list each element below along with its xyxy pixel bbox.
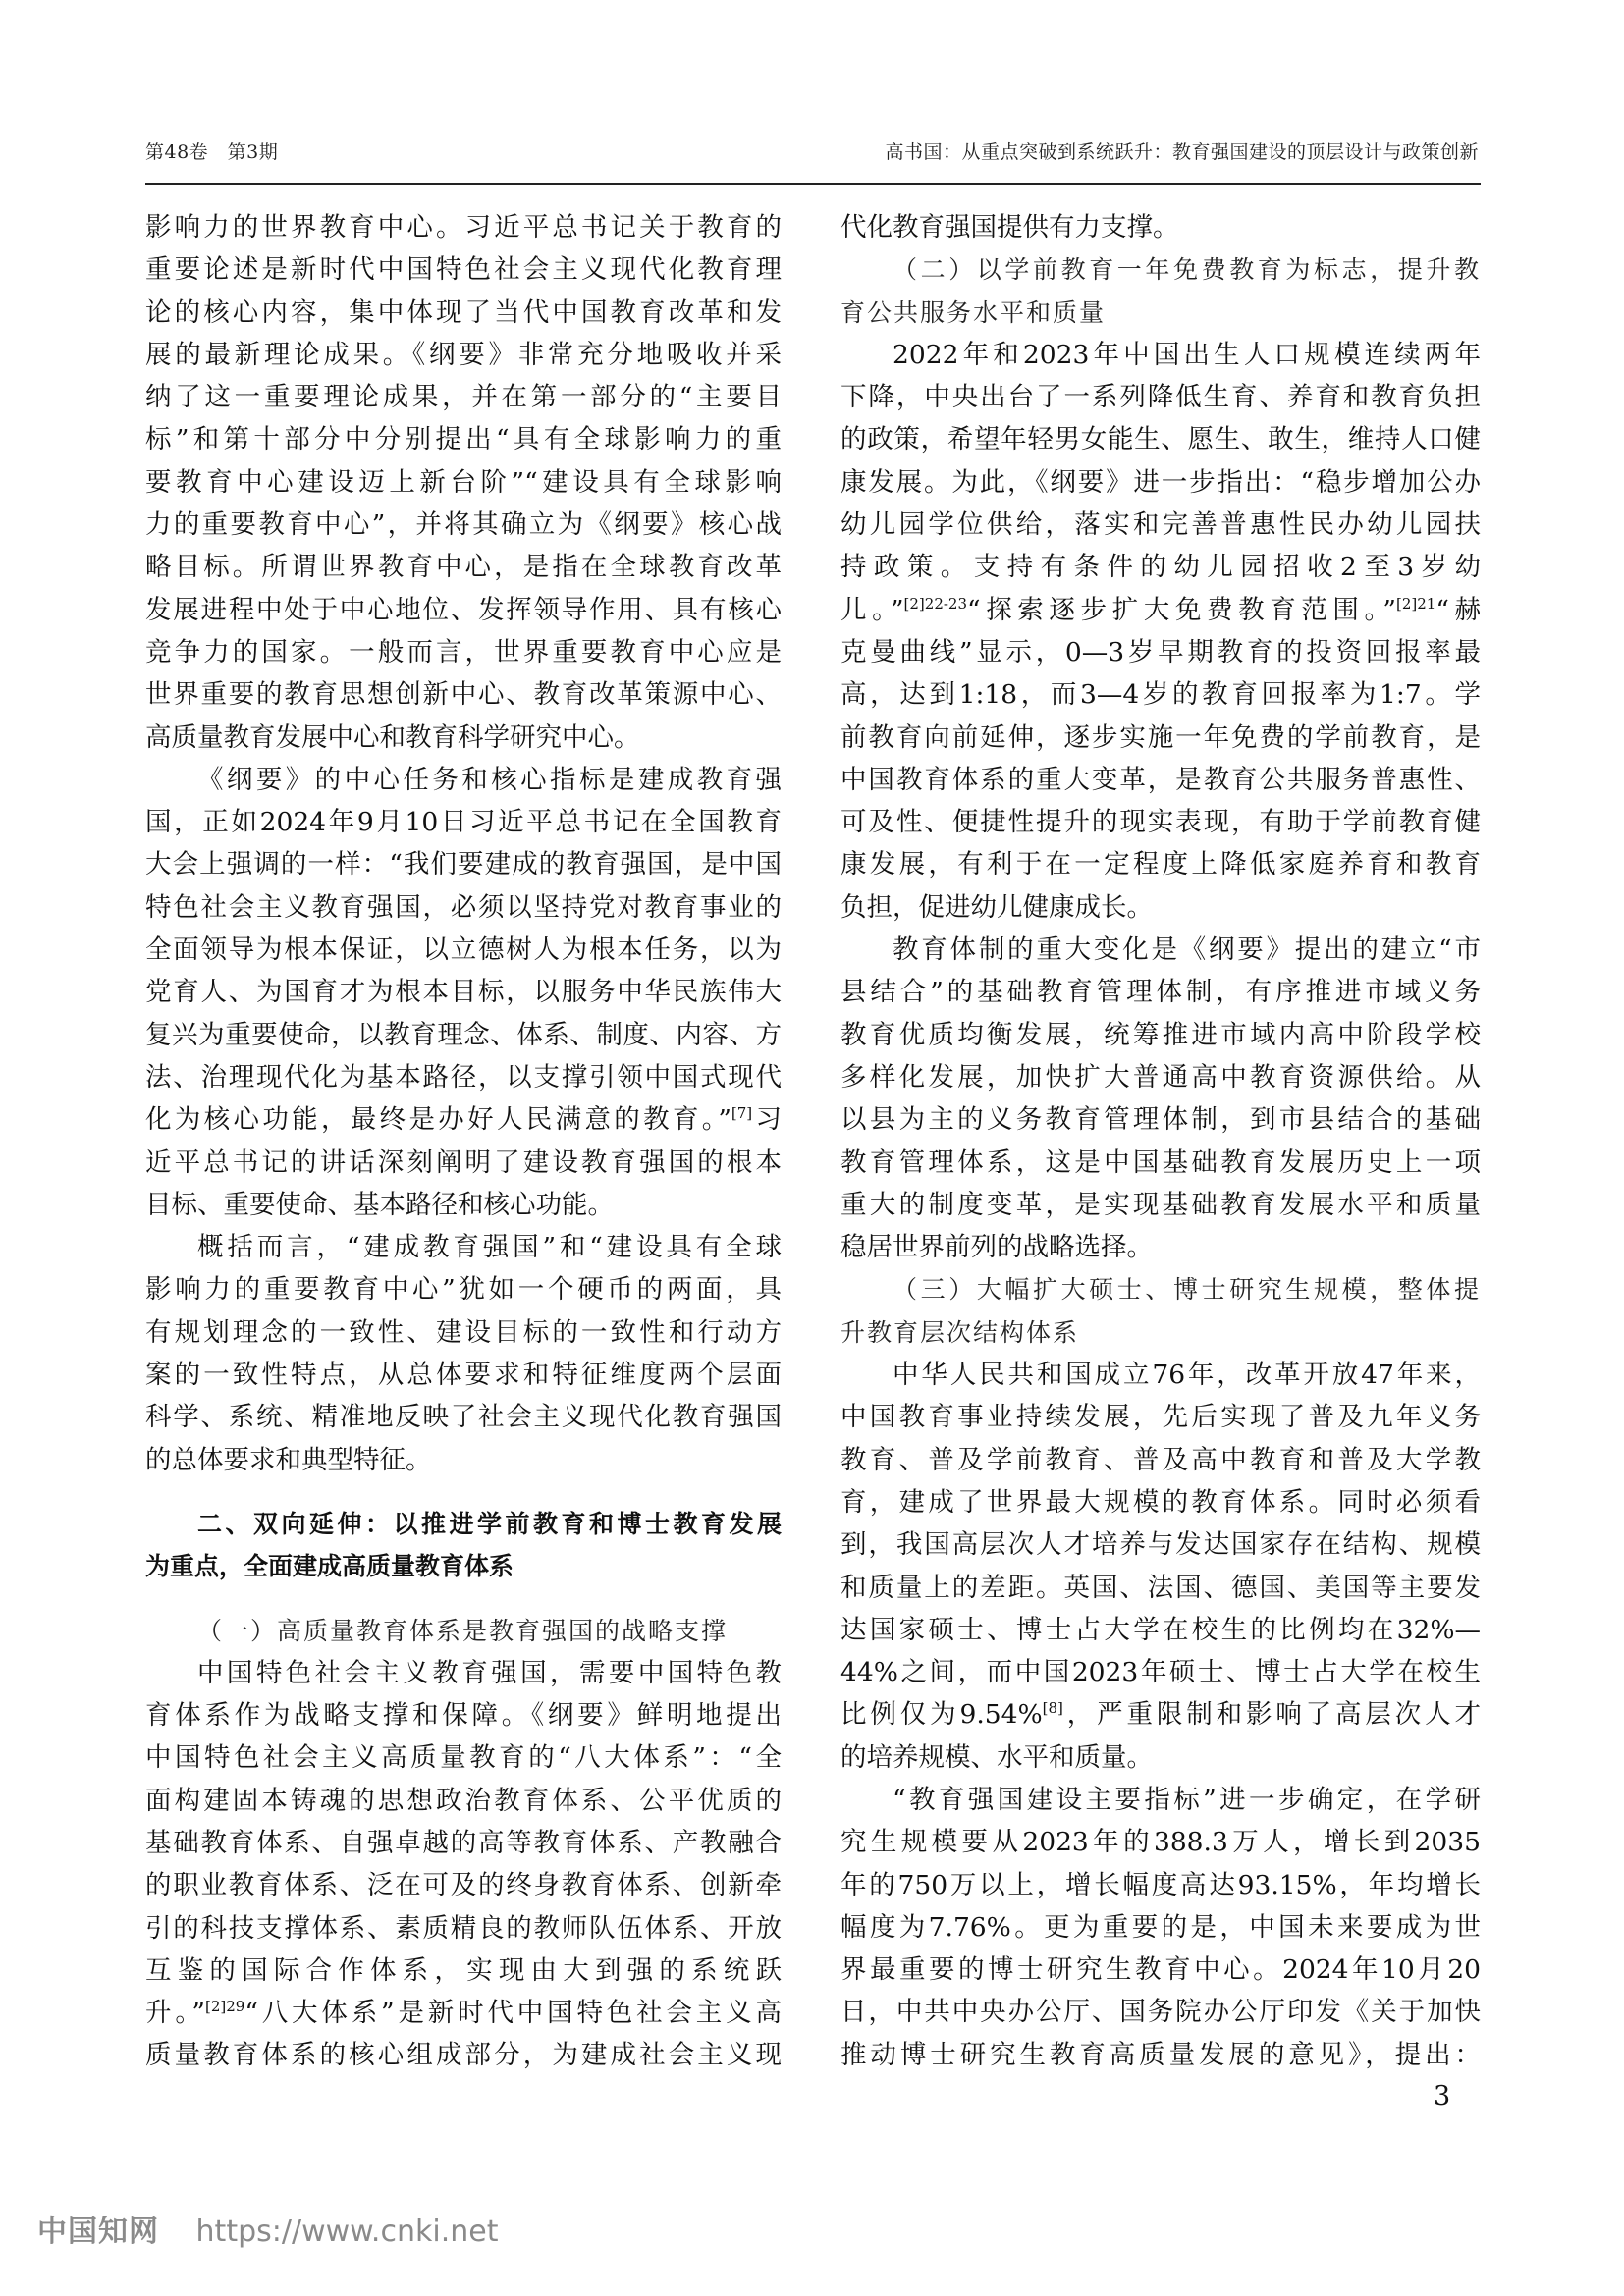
text-line — [145, 886, 782, 929]
line-text: 力的重要教育中心”，并将其确立为《纲要》核心战 — [145, 509, 782, 541]
line-text: 负担，促进幼儿健康成长。 — [840, 891, 1153, 923]
line-text: 康发展，有利于在一定程度上降低家庭养育和教育 — [840, 849, 1481, 881]
line-text: 下降，中央出台了一系列降低生育、养育和教育负担 — [840, 382, 1481, 413]
header-rule — [145, 183, 1481, 185]
line-text: 全面领导为根本保证，以立德树人为根本任务，以为 — [145, 934, 782, 966]
text-line — [145, 292, 782, 334]
subsection-heading — [145, 1610, 782, 1652]
line-text: “教育强国建设主要指标”进一步确定，在学研 — [893, 1784, 1481, 1815]
left-column — [145, 206, 782, 2077]
text-line — [145, 801, 782, 843]
citation-ref: [2]21 — [1395, 594, 1436, 613]
text-line — [840, 1014, 1481, 1056]
line-text: 前教育向前延伸，逐步实施一年免费的学前教育，是 — [840, 721, 1481, 753]
line-text: 展的最新理论成果。《纲要》非常充分地吸收并采 — [145, 339, 782, 370]
text-line — [840, 1609, 1481, 1651]
line-text: 育体系作为战略支撑和保障。《纲要》鲜明地提出 — [145, 1700, 782, 1732]
text-line — [145, 1780, 782, 1822]
line-text: 可及性、便捷性提升的现实表现，有助于学前教育健 — [840, 807, 1481, 838]
text-line — [840, 1184, 1481, 1226]
line-text: 的培养规模、水平和质量。 — [840, 1741, 1153, 1773]
line-text: 升。” — [145, 1998, 205, 2029]
line-text: 案的一致性特点，从总体要求和特征维度两个层面 — [145, 1360, 782, 1391]
text-line — [840, 1439, 1481, 1481]
section-heading — [145, 1545, 782, 1587]
text-line — [145, 1822, 782, 1864]
line-text: 纳了这一重要理论成果，并在第一部分的“主要目 — [145, 382, 782, 413]
text-line — [145, 1652, 782, 1694]
text-line — [840, 206, 1481, 248]
text-line — [840, 334, 1481, 376]
text-line — [145, 843, 782, 885]
line-text: 以县为主的义务教育管理体制，到市县结合的基础 — [840, 1104, 1481, 1136]
text-line — [145, 248, 782, 291]
line-text: 中国教育体系的重大变革，是教育公共服务普惠性、 — [840, 764, 1481, 795]
text-line — [145, 1354, 782, 1396]
text-line — [840, 376, 1481, 418]
text-line — [145, 1992, 782, 2034]
line-text: 高，达到1:18，而3—4岁的教育回报率为1:7。学 — [840, 679, 1481, 711]
text-line — [145, 1014, 782, 1056]
line-text: （一）高质量教育体系是教育强国的战略支撑 — [197, 1616, 729, 1645]
line-text: 近平总书记的讲话深刻阐明了建设教育强国的根本 — [145, 1147, 782, 1178]
subsection-heading — [840, 292, 1481, 334]
line-text: 界最重要的博士研究生教育中心。2024年10月20 — [840, 1954, 1481, 1986]
line-text: 中国特色社会主义高质量教育的“八大体系”：“全 — [145, 1742, 782, 1774]
text-line — [145, 631, 782, 673]
line-text: “八大体系”是新时代中国特色社会主义高 — [244, 1998, 782, 2029]
line-text: 重要论述是新时代中国特色社会主义现代化教育理 — [145, 254, 782, 286]
subsection-heading — [840, 1311, 1481, 1354]
line-text: 稳居世界前列的战略选择。 — [840, 1232, 1153, 1263]
text-line — [145, 1056, 782, 1098]
line-text: 发展进程中处于中心地位、发挥领导作用、具有核心 — [145, 594, 782, 625]
page-number: 3 — [1434, 2081, 1451, 2111]
text-line — [145, 1907, 782, 1949]
text-line — [145, 376, 782, 418]
line-text: 的职业教育体系、泛在可及的终身教育体系、创新牵 — [145, 1870, 782, 1901]
text-line — [145, 206, 782, 248]
text-line — [145, 1949, 782, 1992]
citation-ref: [2]29 — [204, 1998, 245, 2016]
line-text: 特色社会主义教育强国，必须以坚持党对教育事业的 — [145, 891, 782, 923]
line-text: 影响力的世界教育中心。习近平总书记关于教育的 — [145, 212, 782, 242]
line-text: 和质量上的差距。英国、法国、德国、美国等主要发 — [840, 1572, 1481, 1603]
right-column — [840, 206, 1481, 2076]
text-line — [840, 589, 1481, 631]
text-line — [840, 801, 1481, 843]
text-line — [840, 504, 1481, 546]
text-line — [840, 1354, 1481, 1396]
line-text: 互鉴的国际合作体系，实现由大到强的系统跃 — [145, 1954, 782, 1986]
line-text: 科学、系统、精准地反映了社会主义现代化教育强国 — [145, 1402, 782, 1433]
text-line — [145, 673, 782, 716]
line-text: 县结合”的基础教育管理体制，有序推进市域义务 — [840, 977, 1481, 1008]
line-text: 引的科技支撑体系、素质精良的教师队伍体系、开放 — [145, 1912, 782, 1944]
text-line — [840, 1567, 1481, 1609]
section-gap — [145, 1588, 782, 1610]
text-line — [840, 717, 1481, 759]
text-line — [840, 631, 1481, 673]
line-text: 大会上强调的一样：“我们要建成的教育强国，是中国 — [145, 849, 782, 881]
text-line — [840, 1991, 1481, 2033]
line-text: 复兴为重要使命，以教育理念、体系、制度、内容、方 — [145, 1019, 782, 1050]
text-line — [145, 546, 782, 588]
text-line — [840, 886, 1481, 929]
line-text: 教育优质均衡发展，统筹推进市域内高中阶段学校 — [840, 1019, 1481, 1050]
line-text: 为重点，全面建成高质量教育体系 — [145, 1552, 514, 1581]
line-text: 究生规模要从2023年的388.3万人，增长到2035 — [840, 1827, 1481, 1858]
line-text: 升教育层次结构体系 — [840, 1317, 1080, 1347]
line-text: 推动博士研究生教育高质量发展的意见》，提出： — [840, 2039, 1481, 2070]
subsection-heading — [840, 248, 1481, 291]
text-line — [145, 759, 782, 801]
line-text: 基础教育体系、自强卓越的高等教育体系、产教融合 — [145, 1827, 782, 1858]
line-text: 影响力的重要教育中心”犹如一个硬币的两面，具 — [145, 1274, 782, 1306]
citation-ref: [8] — [1042, 1699, 1063, 1718]
line-text: 要教育中心建设迈上新台阶”“建设具有全球影响 — [145, 466, 782, 498]
line-text: 目标、重要使命、基本路径和核心功能。 — [145, 1189, 614, 1220]
text-line — [145, 1736, 782, 1779]
journal-issue: 第48卷 第3期 — [145, 141, 279, 163]
line-text: 化为核心功能，最终是办好人民满意的教育。” — [145, 1104, 731, 1136]
line-text: 年的750万以上，增长幅度高达93.15%，年均增长 — [840, 1869, 1481, 1900]
text-line — [840, 2034, 1481, 2076]
text-line — [145, 504, 782, 546]
text-line — [840, 1736, 1481, 1779]
text-line — [840, 1098, 1481, 1141]
text-line — [145, 1184, 782, 1226]
text-line — [145, 1098, 782, 1141]
line-text: 的总体要求和典型特征。 — [145, 1444, 432, 1475]
line-text: 党育人、为国育才为根本目标，以服务中华民族伟大 — [145, 977, 782, 1008]
line-text: “赫 — [1435, 594, 1481, 625]
line-text: 日，中共中央办公厅、国务院办公厅印发《关于加快 — [840, 1997, 1481, 2028]
cnki-logo: 中国知网 — [37, 2215, 159, 2249]
text-line — [840, 1779, 1481, 1821]
line-text: 面构建固本铸魂的思想政治教育体系、公平优质的 — [145, 1785, 782, 1816]
section-gap — [145, 1481, 782, 1503]
text-line — [145, 1311, 782, 1354]
line-text: 有规划理念的一致性、建设目标的一致性和行动方 — [145, 1316, 782, 1348]
text-line — [840, 843, 1481, 885]
line-text: 中国教育事业持续发展，先后实现了普及九年义务 — [840, 1402, 1481, 1433]
line-text: 的政策，希望年轻男女能生、愿生、敢生，维持人口健 — [840, 424, 1481, 455]
line-text: 教育管理体系，这是中国基础教育发展历史上一项 — [840, 1147, 1481, 1178]
footer — [37, 2207, 498, 2250]
line-text: 质量教育体系的核心组成部分，为建成社会主义现 — [145, 2040, 782, 2071]
text-line — [840, 1949, 1481, 1991]
line-text: ，严重限制和影响了高层次人才 — [1062, 1699, 1482, 1731]
line-text: 国，正如2024年9月10日习近平总书记在全国教育 — [145, 807, 782, 838]
text-line — [145, 1694, 782, 1736]
subsection-heading — [840, 1268, 1481, 1310]
text-line — [145, 717, 782, 759]
text-line — [145, 971, 782, 1013]
line-text: 44%之间，而中国2023年硕士、博士占大学在校生 — [840, 1657, 1481, 1688]
text-line — [145, 1142, 782, 1184]
line-text: 标”和第十部分中分别提出“具有全球影响力的重 — [145, 424, 782, 455]
text-line — [840, 673, 1481, 716]
citation-ref: [7] — [731, 1104, 753, 1123]
line-text: 康发展。为此，《纲要》进一步指出：“稳步增加公办 — [840, 466, 1481, 498]
text-line — [840, 461, 1481, 504]
line-text: 幅度为7.76%。更为重要的是，中国未来要成为世 — [840, 1911, 1481, 1943]
text-line — [840, 1056, 1481, 1098]
text-line — [840, 1523, 1481, 1566]
text-line — [145, 589, 782, 631]
text-line — [145, 1864, 782, 1906]
line-text: 育，建成了世界最大规模的教育体系。同时必须看 — [840, 1486, 1481, 1518]
text-line — [840, 929, 1481, 971]
line-text: 教育体制的重大变化是《纲要》提出的建立“市 — [893, 934, 1481, 966]
line-text: 儿。” — [840, 594, 904, 625]
text-line — [145, 1439, 782, 1481]
text-line — [145, 461, 782, 504]
text-line — [145, 1396, 782, 1438]
line-text: 2022年和2023年中国出生人口规模连续两年 — [893, 339, 1481, 370]
line-text: （三）大幅扩大硕士、博士研究生规模，整体提 — [893, 1275, 1481, 1305]
line-text: 到，我国高层次人才培养与发达国家存在结构、规模 — [840, 1529, 1481, 1561]
line-text: 竞争力的国家。一般而言，世界重要教育中心应是 — [145, 636, 782, 667]
citation-ref: [2]22-23 — [903, 594, 968, 613]
line-text: 法、治理现代化为基本路径，以支撑引领中国式现代 — [145, 1061, 782, 1093]
text-line — [840, 1821, 1481, 1863]
line-text: 幼儿园学位供给，落实和完善普惠性民办幼儿园扶 — [840, 509, 1481, 541]
text-line — [840, 1906, 1481, 1949]
line-text: 比例仅为9.54% — [840, 1699, 1043, 1731]
text-line — [145, 929, 782, 971]
text-line — [145, 334, 782, 376]
cnki-url[interactable]: https://www.cnki.net — [195, 2215, 499, 2249]
line-text: 克曼曲线”显示，0—3岁早期教育的投资回报率最 — [840, 636, 1481, 667]
text-line — [840, 1396, 1481, 1438]
text-line — [145, 1268, 782, 1310]
line-text: 持政策。支持有条件的幼儿园招收2至3岁幼 — [840, 552, 1481, 583]
line-text: 论的核心内容，集中体现了当代中国教育改革和发 — [145, 296, 782, 328]
text-line — [840, 546, 1481, 588]
line-text: （二）以学前教育一年免费教育为标志，提升教 — [893, 255, 1481, 285]
line-text: 多样化发展，加快扩大普通高中教育资源供给。从 — [840, 1061, 1481, 1093]
line-text: 中华人民共和国成立76年，改革开放47年来， — [893, 1360, 1481, 1391]
line-text: 代化教育强国提供有力支撑。 — [840, 212, 1179, 242]
text-line — [145, 1226, 782, 1268]
running-title: 高书国：从重点突破到系统跃升：教育强国建设的顶层设计与政策创新 — [885, 141, 1479, 163]
line-text: 高质量教育发展中心和教育科学研究中心。 — [145, 721, 640, 753]
line-text: 概括而言，“建成教育强国”和“建设具有全球 — [197, 1232, 782, 1263]
line-text: 重大的制度变革，是实现基础教育发展水平和质量 — [840, 1189, 1481, 1220]
text-line — [840, 971, 1481, 1013]
line-text: 育公共服务水平和质量 — [840, 297, 1107, 327]
text-line — [840, 1651, 1481, 1693]
text-line — [840, 759, 1481, 801]
text-line — [840, 1864, 1481, 1906]
text-line — [840, 1142, 1481, 1184]
text-line — [840, 418, 1481, 460]
line-text: 教育、普及学前教育、普及高中教育和普及大学教 — [840, 1444, 1481, 1475]
text-line — [840, 1226, 1481, 1268]
text-line — [840, 1481, 1481, 1523]
line-text: 二、双向延伸：以推进学前教育和博士教育发展 — [197, 1509, 782, 1538]
text-line — [840, 1693, 1481, 1735]
line-text: 略目标。所谓世界教育中心，是指在全球教育改革 — [145, 552, 782, 583]
text-line — [145, 2034, 782, 2076]
line-text: “探索逐步扩大免费教育范围。” — [967, 594, 1396, 625]
line-text: 《纲要》的中心任务和核心指标是建成教育强 — [197, 764, 782, 795]
line-text: 达国家硕士、博士占大学在校生的比例均在32%— — [840, 1614, 1481, 1645]
line-text: 中国特色社会主义教育强国，需要中国特色教 — [197, 1657, 782, 1688]
section-heading — [145, 1503, 782, 1545]
text-line — [145, 418, 782, 460]
line-text: 习 — [752, 1104, 782, 1136]
line-text: 世界重要的教育思想创新中心、教育改革策源中心、 — [145, 679, 782, 711]
